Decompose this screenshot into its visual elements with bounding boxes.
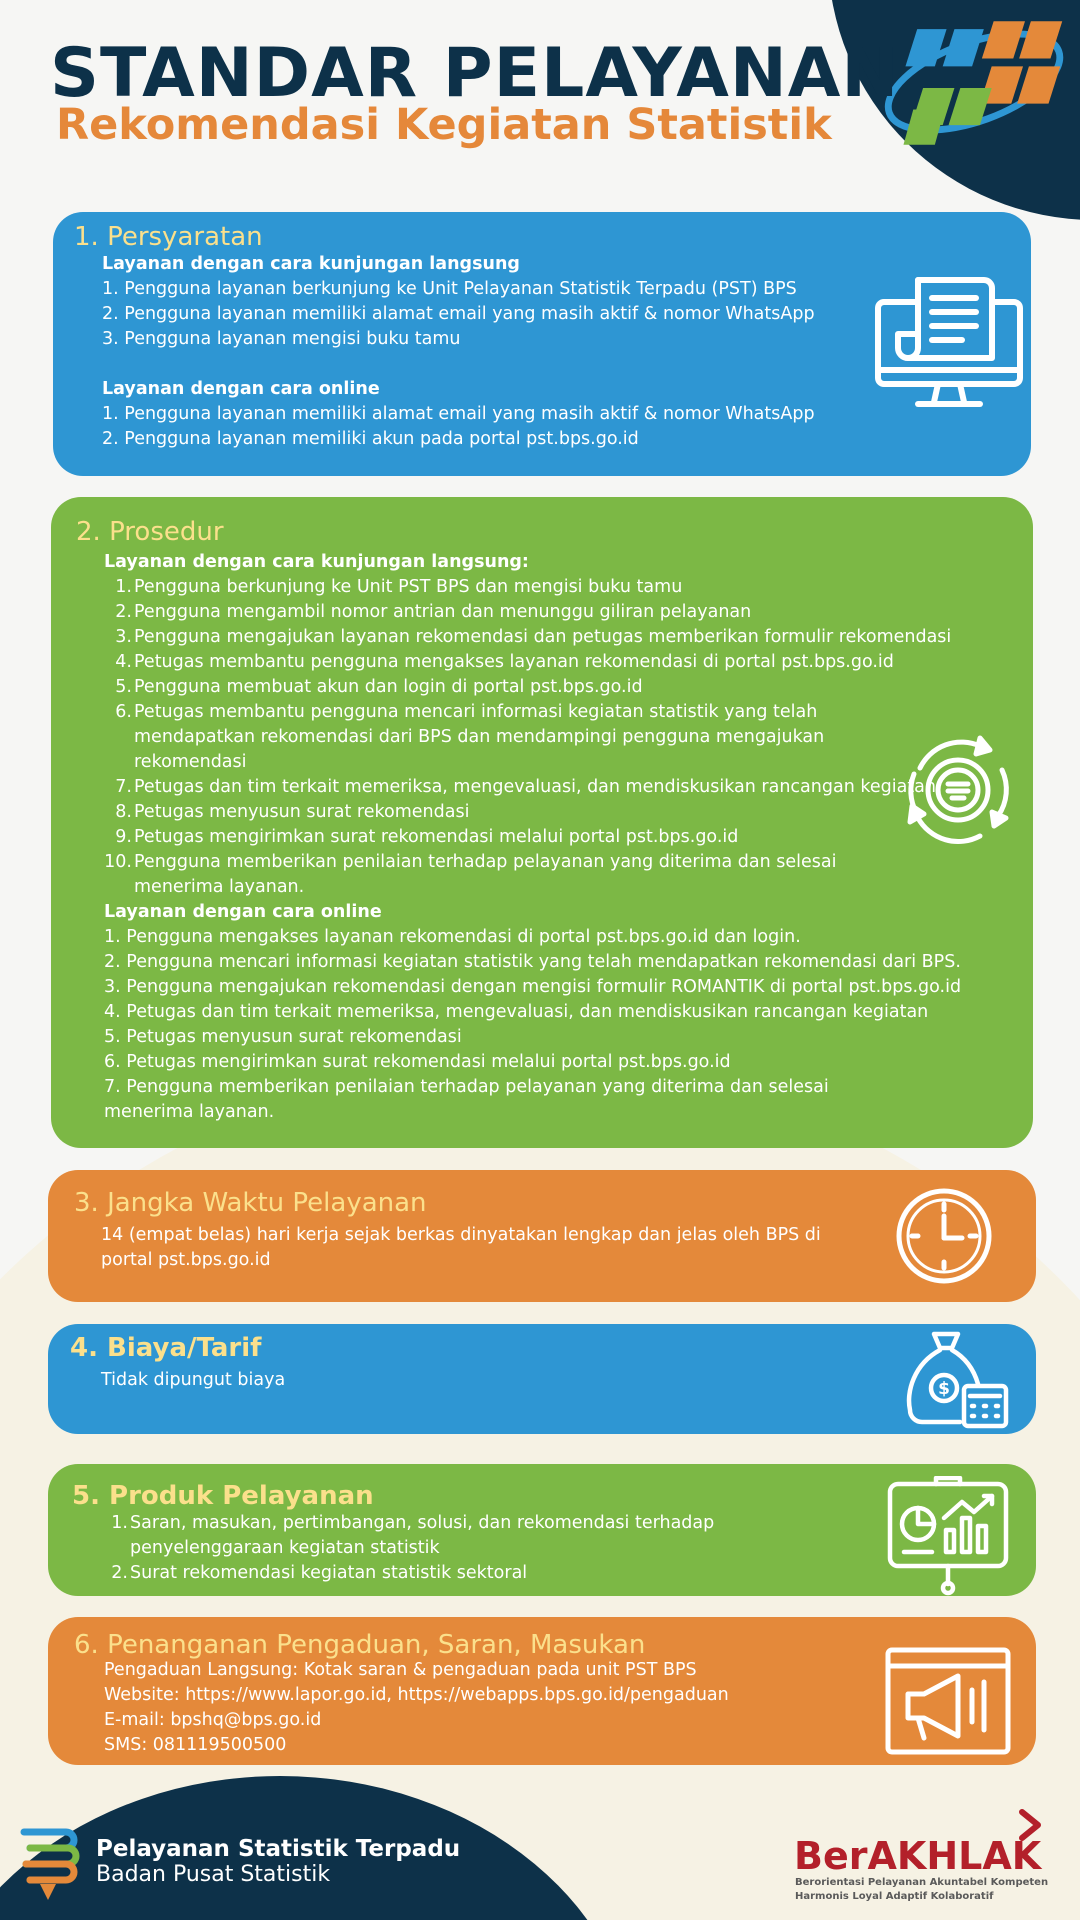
list-item: 5. Pengguna membuat akun dan login di portal pst.bps.go.id [115,677,643,697]
list-item: 2. Surat rekomendasi kegiatan statistik sektoral [111,1563,528,1583]
list-item: 7. Pengguna memberikan penilaian terhadap pelayanan yang diterima dan selesai menerima layanan. [104,1077,829,1122]
list-item: 7. Petugas dan tim terkait memeriksa, mengevaluasi, dan mendiskusikan rancangan kegiatan [115,777,937,797]
megaphone-window-icon [884,1646,1012,1756]
list-item: 8. Petugas menyusun surat rekomendasi [115,802,470,822]
document-computer-icon [872,274,1026,414]
persyaratan-online-heading: Layanan dengan cara online [102,379,380,399]
list-item: 6. Petugas membantu pengguna mencari informasi kegiatan statistik yang telah mendapatkan rekomendasi dari BPS dan mendampingi pengguna mengajukan rekomendasi [115,702,825,772]
list-item: 1. Pengguna berkunjung ke Unit PST BPS dan mengisi buku tamu [115,577,683,597]
persyaratan-title: 1. Persyaratan [74,222,263,252]
pengaduan-lines [104,1658,729,1758]
berakhlak-logo-text: BerAKHLAK [794,1834,1042,1878]
prosedur-online [104,900,1004,1125]
list-item: 1. Pengguna layanan memiliki alamat email yang masih aktif & nomor WhatsApp [102,404,815,424]
list-item: 1. Pengguna mengakses layanan rekomendasi di portal pst.bps.go.id dan login. [104,927,801,947]
biaya-title: 4. Biaya/Tarif [70,1333,262,1363]
list-item: 2. Pengguna layanan memiliki akun pada portal pst.bps.go.id [102,429,639,449]
list-item: 3. Pengguna layanan mengisi buku tamu [102,329,461,349]
list-item: 6. Petugas mengirimkan surat rekomendasi melalui portal pst.bps.go.id [104,1052,731,1072]
footer-org-subtitle: Badan Pusat Statistik [96,1862,331,1887]
list-item: 2. Pengguna mengambil nomor antrian dan menunggu giliran pelayanan [115,602,752,622]
pengaduan-email: E-mail: bpshq@bps.go.id [104,1710,322,1730]
pengaduan-title: 6. Penanganan Pengaduan, Saran, Masukan [74,1630,646,1660]
pengaduan-direct: Pengaduan Langsung: Kotak saran & pengaduan pada unit PST BPS [104,1660,697,1680]
list-item: 2. Pengguna layanan memiliki alamat email yang masih aktif & nomor WhatsApp [102,304,815,324]
persyaratan-online [102,377,815,452]
pengaduan-website: Website: https://www.lapor.go.id, https://webapps.bps.go.id/pengaduan [104,1685,729,1705]
persyaratan-offline-heading: Layanan dengan cara kunjungan langsung [102,254,520,274]
jangka-waktu-title: 3. Jangka Waktu Pelayanan [74,1188,427,1218]
list-item: 3. Pengguna mengajukan layanan rekomendasi dan petugas memberikan formulir rekomendasi [115,627,952,647]
persyaratan-offline [102,252,815,352]
pst-logo [16,1822,82,1904]
prosedur-offline-heading: Layanan dengan cara kunjungan langsung: [104,552,529,572]
list-item: 1. Saran, masukan, pertimbangan, solusi, dan rekomendasi terhadap penyelenggaraan kegiatan statistik [111,1513,715,1558]
list-item: 4. Petugas dan tim terkait memeriksa, mengevaluasi, dan mendiskusikan rancangan kegiatan [104,1002,929,1022]
process-cycle-icon [896,728,1020,852]
prosedur-online-heading: Layanan dengan cara online [104,902,382,922]
svg-text:$: $ [938,1379,950,1399]
list-item: 4. Petugas membantu pengguna mengakses layanan rekomendasi di portal pst.bps.go.id [115,652,894,672]
prosedur-title: 2. Prosedur [76,517,224,547]
bps-logo [878,10,1074,160]
produk-list [100,1511,740,1586]
produk-title: 5. Produk Pelayanan [72,1481,374,1511]
berakhlak-tagline-1: Berorientasi Pelayanan Akuntabel Kompeten [795,1877,1049,1888]
list-item: 1. Pengguna layanan berkunjung ke Unit Pelayanan Statistik Terpadu (PST) BPS [102,279,797,299]
berakhlak-tagline-2: Harmonis Loyal Adaptif Kolaboratif [795,1891,994,1902]
jangka-waktu-text: 14 (empat belas) hari kerja sejak berkas dinyatakan lengkap dan jelas oleh BPS di portal pst.bps.go.id [101,1225,821,1270]
list-item: 10. Pengguna memberikan penilaian terhadap pelayanan yang diterima dan selesai menerima layanan. [104,852,837,897]
list-item: 5. Petugas menyusun surat rekomendasi [104,1027,462,1047]
money-bag-calculator-icon [900,1330,1012,1430]
pengaduan-sms: SMS: 081119500500 [104,1735,287,1755]
list-item: 2. Pengguna mencari informasi kegiatan statistik yang telah mendapatkan rekomendasi dari BPS. [104,952,961,972]
list-item: 9. Petugas mengirimkan surat rekomendasi melalui portal pst.bps.go.id [115,827,739,847]
page-title: STANDAR PELAYANAN [50,34,900,113]
biaya-text: Tidak dipungut biaya [101,1370,286,1390]
footer-org-title: Pelayanan Statistik Terpadu [96,1836,461,1862]
list-item: 3. Pengguna mengajukan rekomendasi dengan mengisi formulir ROMANTIK di portal pst.bps.go.id [104,977,962,997]
clock-icon [894,1186,994,1286]
presentation-chart-icon [886,1476,1010,1596]
prosedur-offline [104,550,952,900]
page-subtitle: Rekomendasi Kegiatan Statistik [56,100,832,150]
